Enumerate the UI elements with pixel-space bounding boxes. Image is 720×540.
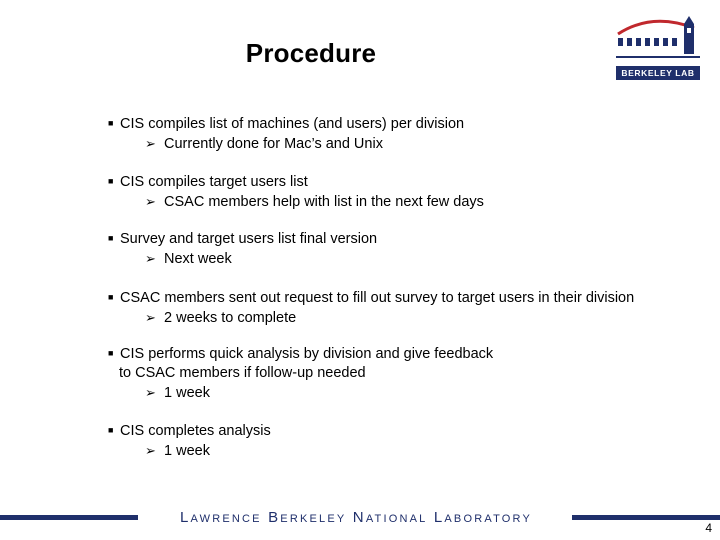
item-text: CIS completes analysis xyxy=(120,423,271,439)
item-text: Survey and target users list final version xyxy=(120,231,378,247)
slide-title: Procedure xyxy=(245,38,377,68)
footer-rule-right xyxy=(572,515,720,520)
item-text: CIS compiles target users list xyxy=(120,174,308,190)
item-subtext: Next week xyxy=(164,251,232,267)
item-text: CSAC members sent out request to fill out survey to target users in their division xyxy=(120,290,635,306)
square-bullet-icon: ■ xyxy=(108,233,114,243)
logo-text: BERKELEY LAB xyxy=(621,68,695,78)
item-text: CIS performs quick analysis by division and give feedback xyxy=(120,346,494,362)
footer-rule-left xyxy=(0,515,138,520)
item-subtext: Currently done for Mac’s and Unix xyxy=(164,136,383,152)
list-item xyxy=(108,229,708,269)
item-text: CIS compiles list of machines (and users) per division xyxy=(120,116,465,132)
list-item xyxy=(108,344,708,403)
item-continuation: to CSAC members if follow-up needed xyxy=(119,365,366,381)
berkeley-lab-logo xyxy=(612,14,708,84)
item-subtext: 2 weeks to complete xyxy=(164,310,297,326)
arrow-bullet-icon: ➢ xyxy=(145,310,156,325)
page-number: 4 xyxy=(705,521,712,535)
list-item xyxy=(108,172,708,212)
footer-lab-name: Lawrence Berkeley National Laboratory xyxy=(179,509,533,526)
square-bullet-icon: ■ xyxy=(108,348,114,358)
item-subtext: 1 week xyxy=(164,443,210,459)
square-bullet-icon: ■ xyxy=(108,118,114,128)
square-bullet-icon: ■ xyxy=(108,176,114,186)
arrow-bullet-icon: ➢ xyxy=(145,251,156,266)
list-item xyxy=(108,421,708,461)
arrow-bullet-icon: ➢ xyxy=(145,194,156,209)
arrow-bullet-icon: ➢ xyxy=(145,385,156,400)
arrow-bullet-icon: ➢ xyxy=(145,443,156,458)
square-bullet-icon: ■ xyxy=(108,425,114,435)
item-subtext: 1 week xyxy=(164,385,210,401)
list-item xyxy=(108,288,708,328)
square-bullet-icon: ■ xyxy=(108,292,114,302)
list-item xyxy=(108,114,708,154)
item-subtext: CSAC members help with list in the next few days xyxy=(164,194,484,210)
arrow-bullet-icon: ➢ xyxy=(145,136,156,151)
